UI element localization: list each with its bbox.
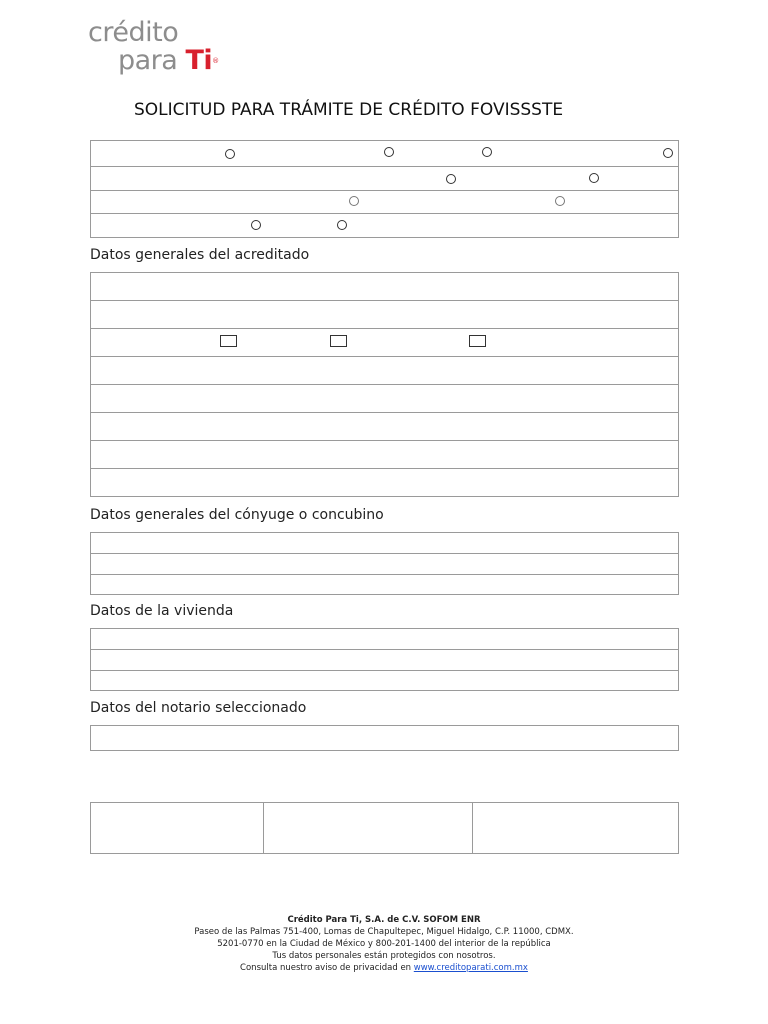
acreditado-row-6[interactable]: [91, 413, 678, 441]
signature-table: [90, 802, 679, 854]
signature-cell-1[interactable]: [91, 803, 264, 853]
options-row-1: [91, 141, 678, 167]
checkbox-option-3[interactable]: [469, 335, 486, 347]
signature-cell-3[interactable]: [473, 803, 678, 853]
vivienda-row-1[interactable]: [91, 629, 678, 650]
checkbox-option-1[interactable]: [220, 335, 237, 347]
acreditado-row-3: [91, 329, 678, 357]
radio-option-3[interactable]: [482, 147, 492, 157]
radio-option-4[interactable]: [663, 148, 673, 158]
options-row-2: [91, 167, 678, 191]
radio-option-2[interactable]: [384, 147, 394, 157]
logo-registered: ®: [212, 57, 219, 65]
acreditado-row-8[interactable]: [91, 469, 678, 496]
footer-privacy-note: Tus datos personales están protegidos con nosotros.: [272, 951, 496, 961]
signature-cell-2[interactable]: [264, 803, 473, 853]
footer-company: Crédito Para Ti, S.A. de C.V. SOFOM ENR: [287, 915, 481, 925]
credit-options-table: [90, 140, 679, 238]
footer: [0, 914, 768, 974]
form-title: SOLICITUD PARA TRÁMITE DE CRÉDITO FOVISSSTE: [134, 100, 564, 120]
privacy-link[interactable]: www.creditoparati.com.mx: [413, 963, 528, 973]
section-heading-vivienda: Datos de la vivienda: [90, 603, 234, 619]
vivienda-table: [90, 628, 679, 691]
section-heading-notario: Datos del notario seleccionado: [90, 700, 307, 716]
logo-para: para: [118, 45, 178, 76]
vivienda-row-2[interactable]: [91, 650, 678, 671]
conyuge-table: [90, 532, 679, 595]
footer-privacy-prefix: Consulta nuestro aviso de privacidad en: [240, 963, 414, 973]
acreditado-row-2[interactable]: [91, 301, 678, 329]
credito-para-ti-logo: [88, 18, 228, 80]
radio-option-10[interactable]: [337, 220, 347, 230]
radio-option-6[interactable]: [589, 173, 599, 183]
logo-line-2: [118, 46, 219, 76]
section-heading-conyuge: Datos generales del cónyuge o concubino: [90, 507, 384, 523]
radio-option-8[interactable]: [555, 196, 565, 206]
vivienda-row-3[interactable]: [91, 671, 678, 690]
footer-privacy-line: [0, 962, 768, 974]
checkbox-option-2[interactable]: [330, 335, 347, 347]
options-row-3: [91, 191, 678, 214]
conyuge-row-1[interactable]: [91, 533, 678, 554]
radio-option-7[interactable]: [349, 196, 359, 206]
logo-ti: Ti: [185, 45, 213, 76]
radio-option-1[interactable]: [225, 149, 235, 159]
options-row-4: [91, 214, 678, 239]
radio-option-5[interactable]: [446, 174, 456, 184]
acreditado-row-1[interactable]: [91, 273, 678, 301]
acreditado-row-7[interactable]: [91, 441, 678, 469]
conyuge-row-2[interactable]: [91, 554, 678, 575]
conyuge-row-3[interactable]: [91, 575, 678, 594]
radio-option-9[interactable]: [251, 220, 261, 230]
footer-address: Paseo de las Palmas 751-400, Lomas de Chapultepec, Miguel Hidalgo, C.P. 11000, CDMX.: [194, 927, 574, 937]
acreditado-row-4[interactable]: [91, 357, 678, 385]
logo-line-1: crédito: [88, 17, 179, 48]
section-heading-acreditado: Datos generales del acreditado: [90, 247, 310, 263]
footer-phones: 5201-0770 en la Ciudad de México y 800-201-1400 del interior de la república: [217, 939, 551, 949]
acreditado-table: [90, 272, 679, 497]
acreditado-row-5[interactable]: [91, 385, 678, 413]
notario-table[interactable]: [90, 725, 679, 751]
